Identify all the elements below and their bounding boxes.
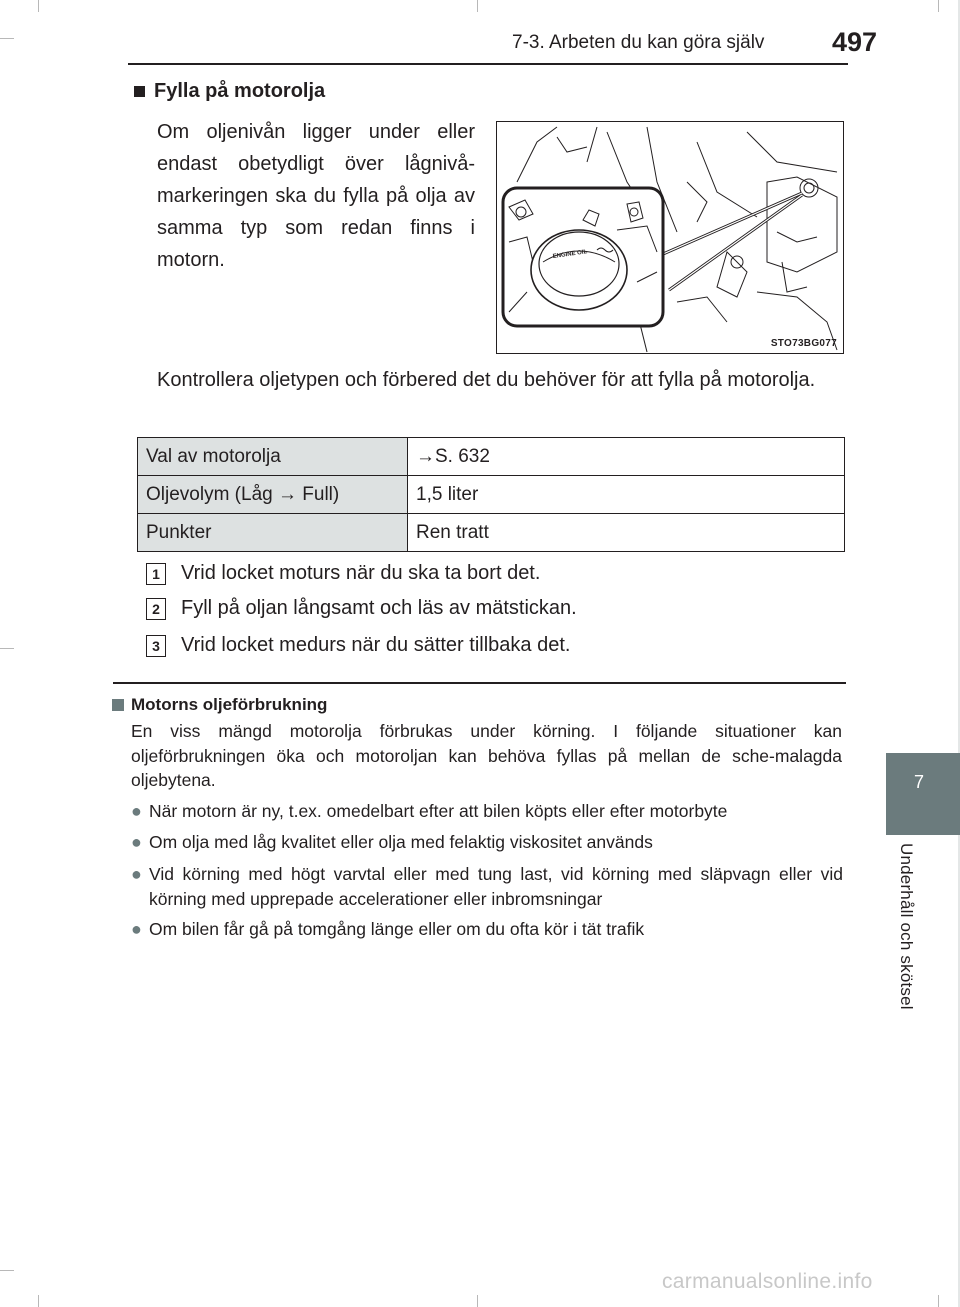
- step-number: 2: [146, 598, 166, 620]
- table-row: [138, 438, 845, 476]
- header-rule: [128, 63, 848, 65]
- list-item: [131, 862, 843, 911]
- crop-mark: [938, 1295, 939, 1307]
- table-value: 1,5 liter: [408, 476, 845, 514]
- chapter-tab-rule: [886, 833, 960, 835]
- crop-mark: [938, 0, 939, 12]
- section-divider: [113, 682, 846, 684]
- running-header: 7-3. Arbeten du kan göra själv: [512, 32, 765, 53]
- page-number: 497: [832, 27, 878, 57]
- square-bullet-icon: [134, 86, 145, 97]
- table-label: Val av motorolja: [138, 438, 408, 476]
- oil-spec-table: [137, 437, 845, 552]
- note-heading-text: Motorns oljeförbrukning: [131, 695, 328, 714]
- crop-mark: [38, 0, 39, 12]
- step-item: [146, 634, 570, 657]
- preparation-paragraph: Kontrollera oljetypen och förbered det du behöver för att fylla på motorolja.: [157, 369, 816, 391]
- table-label: Punkter: [138, 514, 408, 552]
- square-bullet-icon: [112, 699, 124, 711]
- section-heading: [134, 80, 325, 103]
- crop-mark: [477, 0, 478, 12]
- engine-oil-cap-illustration: [496, 121, 844, 354]
- step-number: 1: [146, 563, 166, 585]
- table-row: [138, 514, 845, 552]
- list-item: [131, 917, 843, 942]
- table-value: →S. 632: [408, 438, 845, 476]
- list-item-text: Vid körning med högt varvtal eller med tung last, vid körning med släpvagn eller vid körning med upprepade accelerationer eller inbromsningar: [149, 864, 843, 909]
- step-text: Vrid locket medurs när du sätter tillbaka det.: [181, 634, 571, 656]
- cap-label: ENGINE OIL: [552, 249, 588, 260]
- table-row: [138, 476, 845, 514]
- table-value: Ren tratt: [408, 514, 845, 552]
- crop-mark: [477, 1295, 478, 1307]
- figure-code: STO73BG077: [770, 338, 837, 349]
- chapter-number: 7: [914, 772, 925, 792]
- engine-bay-drawing: [497, 122, 843, 353]
- step-item: [146, 597, 577, 620]
- note-heading: [112, 695, 327, 715]
- bullet-dot-icon: ●: [131, 919, 142, 939]
- crop-mark: [0, 38, 14, 39]
- table-label: Oljevolym (Låg → Full): [138, 476, 408, 514]
- chapter-title: Underhåll och skötsel: [897, 843, 916, 1010]
- bullet-dot-icon: ●: [131, 832, 142, 852]
- watermark-text: carmanualsonline.info: [662, 1270, 873, 1293]
- list-item: [131, 830, 843, 855]
- section-heading-text: Fylla på motorolja: [154, 80, 326, 102]
- list-item-text: Om olja med låg kvalitet eller olja med felaktig viskositet används: [149, 832, 653, 852]
- list-item: [131, 799, 843, 824]
- bullet-dot-icon: ●: [131, 801, 142, 821]
- step-number: 3: [146, 635, 166, 657]
- list-item-text: När motorn är ny, t.ex. omedelbart efter att bilen köpts eller efter motorbyte: [149, 801, 728, 821]
- list-item-text: Om bilen får gå på tomgång länge eller om du ofta kör i tät trafik: [149, 919, 645, 939]
- crop-mark: [38, 1295, 39, 1307]
- step-text: Vrid locket moturs när du ska ta bort det.: [181, 562, 541, 584]
- crop-mark: [0, 1270, 14, 1271]
- chapter-tab[interactable]: [886, 753, 960, 833]
- step-item: [146, 562, 540, 585]
- intro-paragraph: Om oljenivån ligger under eller endast obetydligt över lågnivå-markeringen ska du fylla på olja av samma typ som redan finns i motorn.: [157, 121, 475, 271]
- bullet-dot-icon: ●: [131, 864, 142, 884]
- step-text: Fyll på oljan långsamt och läs av mätstickan.: [181, 597, 577, 619]
- crop-mark: [0, 648, 14, 649]
- note-paragraph: En viss mängd motorolja förbrukas under körning. I följande situationer kan oljeförbrukningen öka och motoroljan kan behöva fyllas på mellan de sche-malagda oljebytena.: [131, 721, 842, 790]
